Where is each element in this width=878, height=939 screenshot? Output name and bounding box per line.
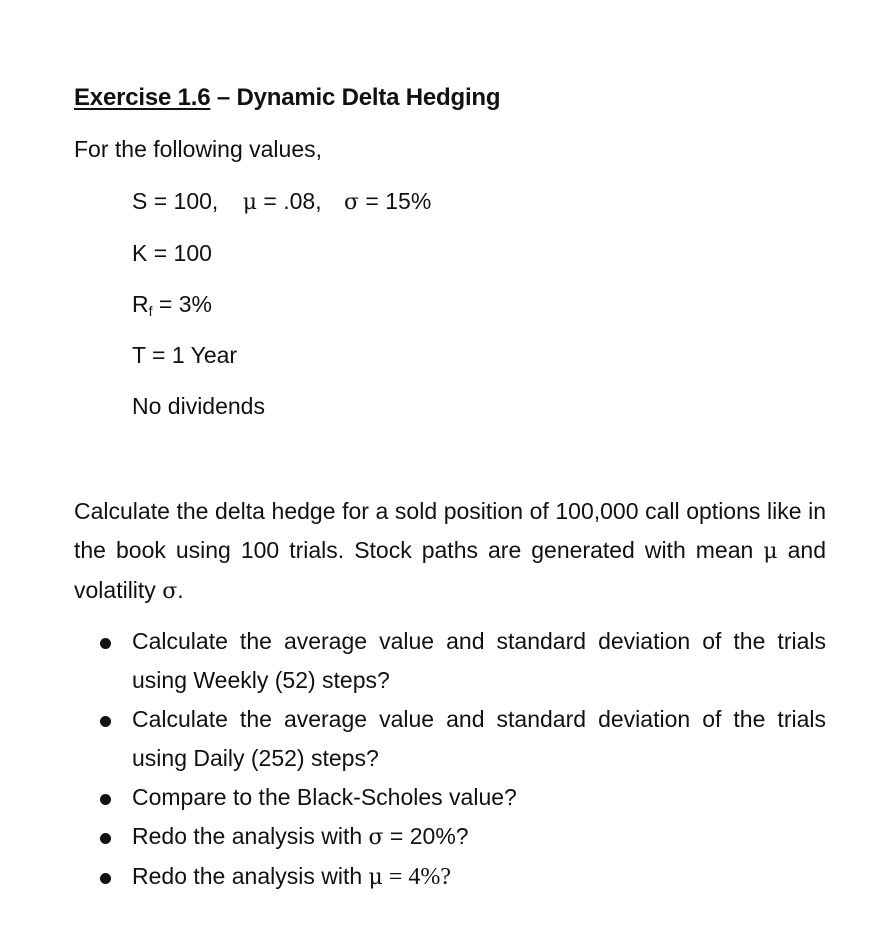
list-item <box>74 817 826 857</box>
rf-symbol: R <box>132 291 149 317</box>
bullet-icon <box>100 794 111 805</box>
bullet-icon <box>100 833 111 844</box>
task-text: = 20%? <box>383 823 469 849</box>
bullet-icon <box>100 716 111 727</box>
value-t: T = 1 Year <box>132 342 238 368</box>
task-text: Redo the analysis with <box>132 863 369 889</box>
value-rf <box>132 291 212 319</box>
sigma-symbol: σ <box>344 190 360 215</box>
instructions-paragraph <box>74 492 826 611</box>
list-item <box>74 857 826 897</box>
paragraph-mu-symbol: μ <box>763 539 778 564</box>
sigma-symbol: σ <box>368 825 384 850</box>
task-text: Compare to the Black-Scholes value? <box>132 784 517 810</box>
task-list <box>74 622 826 897</box>
value-s: S = 100, <box>132 188 219 214</box>
mu-symbol: μ <box>368 865 383 890</box>
bullet-icon <box>100 873 111 884</box>
value-mu: = .08, <box>257 188 322 214</box>
rf-subscript: f <box>148 303 153 319</box>
mu-symbol: μ <box>242 190 258 215</box>
value-sigma: = 15% <box>359 188 432 214</box>
list-item <box>74 622 826 700</box>
task-text: Redo the analysis with <box>132 823 369 849</box>
task-text: Calculate the average value and standard deviation of the trials using Daily (252) steps? <box>132 706 826 771</box>
list-item <box>74 700 826 778</box>
list-item <box>74 778 826 817</box>
paragraph-text-1: Calculate the delta hedge for a sold position of 100,000 call options like in the book using 100 trials. Stock paths are generated with mean <box>74 498 826 563</box>
value-dividends: No dividends <box>132 393 265 419</box>
intro-text: For the following values, <box>74 136 323 162</box>
value-k: K = 100 <box>132 240 212 266</box>
exercise-number: Exercise 1.6 <box>74 84 211 111</box>
exercise-name: – Dynamic Delta Hedging <box>210 84 501 111</box>
task-text: Calculate the average value and standard deviation of the trials using Weekly (52) steps? <box>132 628 826 693</box>
rf-value: = 3% <box>152 291 212 317</box>
paragraph-text-3: . <box>177 577 184 603</box>
paragraph-sigma-symbol: σ <box>162 579 178 604</box>
value-line-s-mu-sigma <box>132 188 431 215</box>
task-text: = 4%? <box>382 864 452 890</box>
paragraph-text-2: and volatility <box>74 537 826 603</box>
bullet-icon <box>100 638 111 649</box>
exercise-title <box>74 84 500 112</box>
